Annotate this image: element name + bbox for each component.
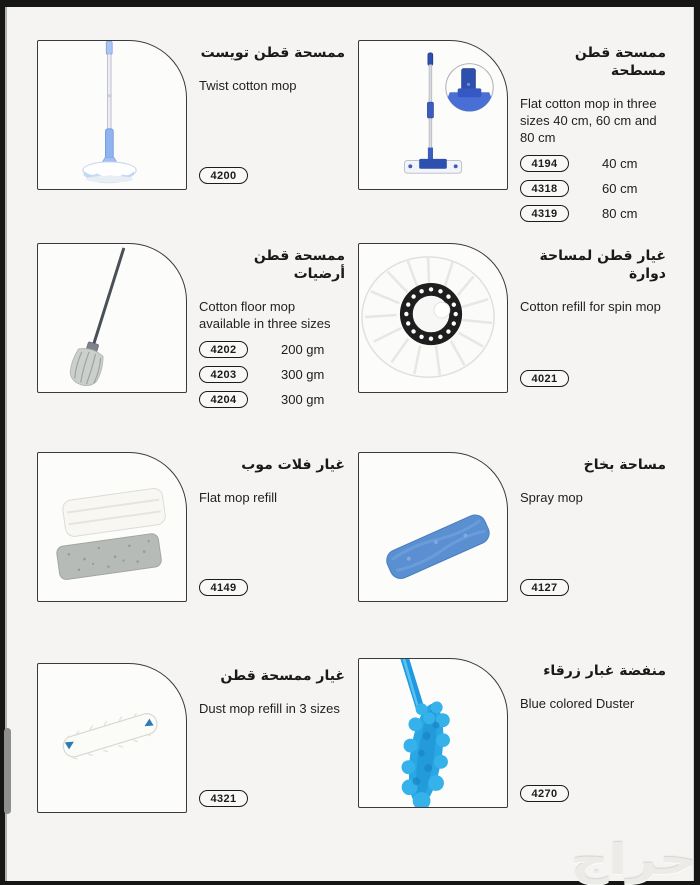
product-code-pill: 4204: [199, 391, 248, 408]
product-title-arabic: غيار فلات موب: [241, 457, 345, 473]
product-codes: [199, 341, 345, 408]
product-card-dust-mop-refill: [37, 663, 345, 815]
dust-mop-refill-image: [38, 664, 186, 812]
product-title-english: Spray mop: [520, 490, 583, 505]
product-title-english: Cotton floor mop available in three sizes: [199, 299, 331, 331]
right-edge-highlight: [693, 7, 694, 881]
frame-top: [0, 0, 700, 7]
product-code-pill: 4200: [199, 167, 248, 184]
product-code-pill: 4127: [520, 579, 569, 596]
flat-cotton-mop-image: [359, 41, 507, 189]
haraj-watermark: حراج: [570, 835, 697, 884]
product-image-box: [37, 663, 187, 813]
product-image-box: [358, 452, 508, 602]
spin-mop-cotton-refill-image: [359, 244, 507, 392]
size-label: 300 gm: [281, 392, 325, 407]
product-code-pill: 4270: [520, 785, 569, 802]
scrollbar-thumb[interactable]: [4, 728, 11, 814]
product-code-pill: 4021: [520, 370, 569, 387]
product-title-english: Flat mop refill: [199, 490, 278, 505]
product-title-arabic: ممسحة قطن أرضيات: [253, 248, 345, 282]
code-row: [520, 205, 666, 222]
size-label: 300 gm: [281, 367, 325, 382]
product-codes: [520, 784, 569, 803]
code-row: [199, 391, 345, 408]
product-codes: [520, 369, 569, 388]
product-title-arabic: منفضة غبار زرقاء: [543, 663, 666, 679]
product-codes: [199, 789, 248, 808]
code-row: [520, 155, 666, 172]
product-code-pill: 4194: [520, 155, 569, 172]
twist-cotton-mop-image: [38, 41, 186, 189]
product-codes: [199, 578, 248, 597]
size-label: 200 gm: [281, 342, 325, 357]
product-card-spray-mop: [358, 452, 666, 604]
product-title-arabic: مساحة بخاخ: [583, 457, 666, 473]
product-title-arabic: غيار ممسحة قطن: [220, 668, 345, 684]
product-code-pill: 4202: [199, 341, 248, 358]
code-row: [520, 180, 666, 197]
frame-right: [694, 0, 700, 885]
size-label: 40 cm: [602, 156, 638, 171]
product-codes: [520, 155, 666, 222]
product-card-twist-cotton-mop: [37, 40, 345, 192]
product-image-box: [37, 40, 187, 190]
product-title-english: Flat cotton mop in three sizes 40 cm, 60 cm and 80 cm: [520, 96, 657, 145]
code-row: [199, 366, 345, 383]
flat-mop-refill-image: [38, 453, 186, 601]
product-image-box: [37, 452, 187, 602]
product-image-box: [358, 658, 508, 808]
spray-mop-pad-image: [359, 453, 507, 601]
product-card-flat-cotton-mop: [358, 40, 666, 221]
product-code-pill: 4318: [520, 180, 569, 197]
product-code-pill: 4319: [520, 205, 569, 222]
blue-duster-image: [359, 659, 507, 807]
product-title-english: Dust mop refill in 3 sizes: [199, 701, 340, 716]
product-title-arabic: غيار قطن لمساحة دوارة: [539, 248, 666, 282]
product-title-arabic: ممسحة قطن تويست: [200, 45, 345, 61]
product-title-arabic: ممسحة قطن مسطحة: [574, 45, 666, 79]
product-code-pill: 4149: [199, 579, 248, 596]
product-code-pill: 4321: [199, 790, 248, 807]
product-image-box: [358, 243, 508, 393]
product-card-blue-duster: [358, 658, 666, 810]
product-title-english: Twist cotton mop: [199, 78, 297, 93]
product-codes: [520, 578, 569, 597]
product-codes: [199, 166, 248, 185]
code-row: [199, 341, 345, 358]
product-card-cotton-floor-mop: [37, 243, 345, 407]
product-card-flat-mop-refill: [37, 452, 345, 604]
product-code-pill: 4203: [199, 366, 248, 383]
product-image-box: [37, 243, 187, 393]
size-label: 80 cm: [602, 206, 638, 221]
product-card-spin-mop-refill: [358, 243, 666, 395]
size-label: 60 cm: [602, 181, 638, 196]
product-title-english: Cotton refill for spin mop: [520, 299, 661, 314]
cotton-floor-mop-image: [38, 244, 186, 392]
product-image-box: [358, 40, 508, 190]
product-title-english: Blue colored Duster: [520, 696, 635, 711]
